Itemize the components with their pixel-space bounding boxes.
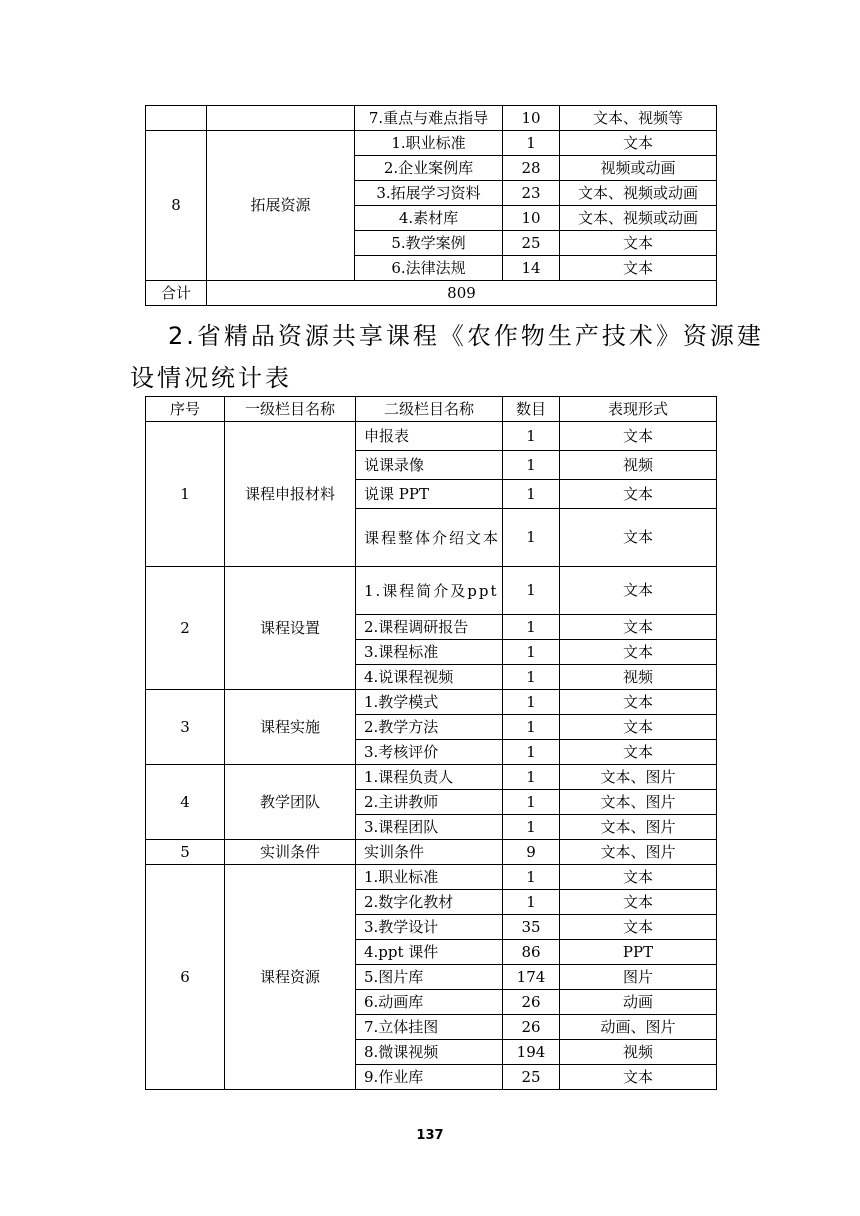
level2-cell: 5.教学案例 — [355, 231, 503, 256]
count-cell: 86 — [503, 940, 560, 965]
table-row — [146, 106, 717, 131]
seq-cell: 2 — [146, 567, 225, 690]
count-cell: 35 — [503, 915, 560, 940]
total-row — [146, 281, 717, 306]
level2-cell: 3.课程标准 — [356, 640, 503, 665]
form-cell: 文本 — [560, 915, 717, 940]
count-cell: 1 — [503, 865, 560, 890]
level2-cell: 1.课程负责人 — [356, 765, 503, 790]
count-cell: 174 — [503, 965, 560, 990]
count-cell: 26 — [503, 990, 560, 1015]
form-cell: 文本、视频或动画 — [560, 181, 717, 206]
seq-cell: 8 — [146, 131, 207, 281]
header-form: 表现形式 — [560, 397, 717, 422]
form-cell: 视频或动画 — [560, 156, 717, 181]
count-cell: 1 — [503, 790, 560, 815]
level2-cell: 3.拓展学习资料 — [355, 181, 503, 206]
level2-cell: 3.课程团队 — [356, 815, 503, 840]
level2-cell: 实训条件 — [356, 840, 503, 865]
count-cell: 194 — [503, 1040, 560, 1065]
form-cell: 文本 — [560, 640, 717, 665]
form-cell: 图片 — [560, 965, 717, 990]
count-cell: 14 — [503, 256, 560, 281]
count-cell: 1 — [503, 451, 560, 480]
count-cell: 1 — [503, 615, 560, 640]
level2-cell: 1.课程简介及ppt — [356, 567, 503, 615]
section-heading-line2: 设情况统计表 — [130, 364, 292, 392]
form-cell: 文本 — [560, 480, 717, 509]
form-cell: 动画、图片 — [560, 1015, 717, 1040]
count-cell: 1 — [503, 690, 560, 715]
table-row — [146, 690, 717, 715]
total-label: 合计 — [146, 281, 207, 306]
page-number: 137 — [416, 1128, 444, 1143]
form-cell: 文本 — [560, 256, 717, 281]
level2-cell: 申报表 — [356, 422, 503, 451]
form-cell: 文本 — [560, 740, 717, 765]
table-header-row — [146, 397, 717, 422]
level2-cell: 2.数字化教材 — [356, 890, 503, 915]
seq-cell: 3 — [146, 690, 225, 765]
header-level2: 二级栏目名称 — [356, 397, 503, 422]
level2-cell: 2.主讲教师 — [356, 790, 503, 815]
table-row — [146, 131, 717, 156]
form-cell: 文本 — [560, 715, 717, 740]
level2-cell: 4.ppt 课件 — [356, 940, 503, 965]
level1-cell — [207, 106, 355, 131]
level2-cell: 3.教学设计 — [356, 915, 503, 940]
form-cell: 文本 — [560, 422, 717, 451]
count-cell: 1 — [503, 509, 560, 567]
level2-cell: 2.企业案例库 — [355, 156, 503, 181]
table-row — [146, 422, 717, 451]
level1-cell: 课程设置 — [225, 567, 356, 690]
count-cell: 23 — [503, 181, 560, 206]
count-cell: 1 — [503, 480, 560, 509]
count-cell: 1 — [503, 890, 560, 915]
count-cell: 1 — [503, 131, 560, 156]
level1-cell: 实训条件 — [225, 840, 356, 865]
level1-cell: 课程实施 — [225, 690, 356, 765]
count-cell: 26 — [503, 1015, 560, 1040]
count-cell: 1 — [503, 765, 560, 790]
count-cell: 1 — [503, 422, 560, 451]
count-cell: 1 — [503, 815, 560, 840]
count-cell: 25 — [503, 231, 560, 256]
level2-cell: 2.教学方法 — [356, 715, 503, 740]
header-seq: 序号 — [146, 397, 225, 422]
form-cell: 视频 — [560, 451, 717, 480]
table-row — [146, 765, 717, 790]
table-row — [146, 865, 717, 890]
total-value: 809 — [207, 281, 717, 306]
section-heading-line1: 2.省精品资源共享课程《农作物生产技术》资源建 — [168, 322, 764, 350]
table-row — [146, 840, 717, 865]
form-cell: 动画 — [560, 990, 717, 1015]
form-cell: 文本 — [560, 231, 717, 256]
form-cell: 文本、视频或动画 — [560, 206, 717, 231]
level2-cell: 说课 PPT — [356, 480, 503, 509]
level2-cell: 课程整体介绍文本 — [356, 509, 503, 567]
level2-cell: 6.动画库 — [356, 990, 503, 1015]
table-row — [146, 567, 717, 615]
level1-cell: 课程资源 — [225, 865, 356, 1090]
level2-cell: 5.图片库 — [356, 965, 503, 990]
count-cell: 1 — [503, 640, 560, 665]
count-cell: 28 — [503, 156, 560, 181]
form-cell: 文本、视频等 — [560, 106, 717, 131]
count-cell: 1 — [503, 567, 560, 615]
level1-cell: 课程申报材料 — [225, 422, 356, 567]
level2-cell: 4.说课程视频 — [356, 665, 503, 690]
resource-statistics-table — [145, 396, 717, 1090]
form-cell: 视频 — [560, 1040, 717, 1065]
form-cell: 文本、图片 — [560, 840, 717, 865]
level2-cell: 7.立体挂图 — [356, 1015, 503, 1040]
count-cell: 10 — [503, 206, 560, 231]
form-cell: 文本 — [560, 615, 717, 640]
count-cell: 1 — [503, 740, 560, 765]
form-cell: 文本 — [560, 865, 717, 890]
form-cell: 文本、图片 — [560, 765, 717, 790]
level2-cell: 2.课程调研报告 — [356, 615, 503, 640]
level2-cell: 7.重点与难点指导 — [355, 106, 503, 131]
count-cell: 1 — [503, 665, 560, 690]
count-cell: 25 — [503, 1065, 560, 1090]
seq-cell: 5 — [146, 840, 225, 865]
count-cell: 9 — [503, 840, 560, 865]
level2-cell: 3.考核评价 — [356, 740, 503, 765]
form-cell: 文本 — [560, 690, 717, 715]
seq-cell — [146, 106, 207, 131]
level1-cell: 教学团队 — [225, 765, 356, 840]
level2-cell: 1.职业标准 — [355, 131, 503, 156]
form-cell: 文本 — [560, 567, 717, 615]
form-cell: 视频 — [560, 665, 717, 690]
seq-cell: 4 — [146, 765, 225, 840]
form-cell: 文本 — [560, 1065, 717, 1090]
level2-cell: 9.作业库 — [356, 1065, 503, 1090]
count-cell: 1 — [503, 715, 560, 740]
form-cell: 文本 — [560, 890, 717, 915]
resource-table-continued — [145, 105, 717, 306]
count-cell: 10 — [503, 106, 560, 131]
level1-cell: 拓展资源 — [207, 131, 355, 281]
level2-cell: 1.职业标准 — [356, 865, 503, 890]
form-cell: PPT — [560, 940, 717, 965]
header-count: 数目 — [503, 397, 560, 422]
form-cell: 文本 — [560, 509, 717, 567]
seq-cell: 6 — [146, 865, 225, 1090]
level2-cell: 说课录像 — [356, 451, 503, 480]
header-level1: 一级栏目名称 — [225, 397, 356, 422]
form-cell: 文本、图片 — [560, 815, 717, 840]
level2-cell: 6.法律法规 — [355, 256, 503, 281]
level2-cell: 4.素材库 — [355, 206, 503, 231]
form-cell: 文本、图片 — [560, 790, 717, 815]
form-cell: 文本 — [560, 131, 717, 156]
level2-cell: 8.微课视频 — [356, 1040, 503, 1065]
seq-cell: 1 — [146, 422, 225, 567]
level2-cell: 1.教学模式 — [356, 690, 503, 715]
